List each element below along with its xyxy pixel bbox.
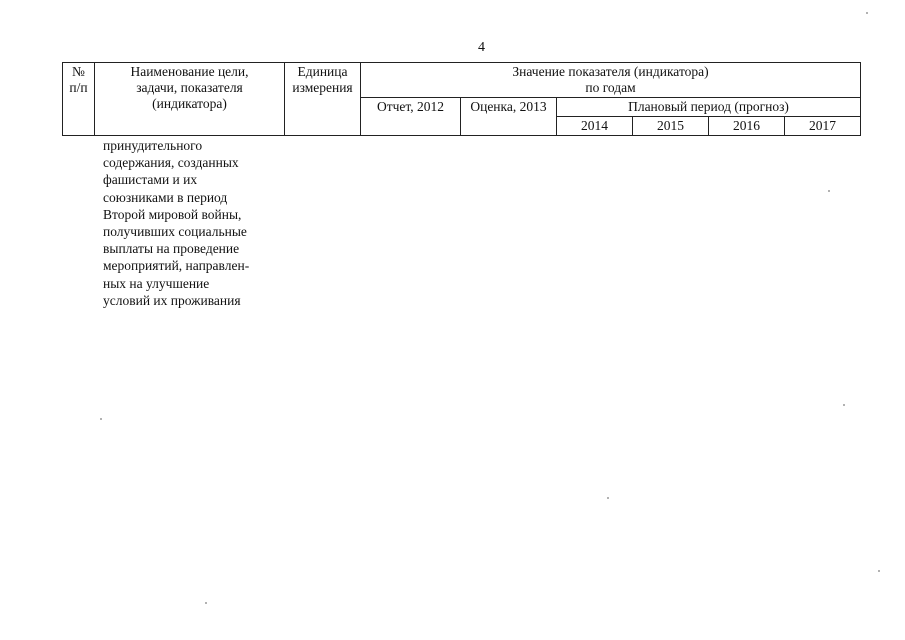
header-year-2014: 2014 (557, 117, 633, 136)
page-number: 4 (478, 40, 485, 55)
indicators-table (62, 62, 861, 136)
header-report-2012: Отчет, 2012 (361, 98, 461, 136)
scan-speck (828, 190, 830, 192)
header-value-by-years: Значение показателя (индикатора) по годам (361, 63, 861, 98)
header-estimate-2013: Оценка, 2013 (461, 98, 557, 136)
header-year-2016: 2016 (709, 117, 785, 136)
scan-speck (100, 418, 102, 420)
indicator-name-continuation: принудительного содержания, созданных фашистами и их союзниками в период Второй мировой войны, получивших социальные выплаты на проведение мероприятий, направлен- ных на улучшение условий их проживания (103, 138, 250, 308)
header-number: № п/п (63, 63, 95, 136)
header-plan-period: Плановый период (прогноз) (557, 98, 861, 117)
header-unit: Единица измерения (285, 63, 361, 136)
scan-speck (205, 602, 207, 604)
header-year-2017: 2017 (785, 117, 861, 136)
header-indicator-name: Наименование цели, задачи, показателя (индикатора) (95, 63, 285, 136)
scan-speck (878, 570, 880, 572)
scan-speck (843, 404, 845, 406)
scan-speck (607, 497, 609, 499)
scan-speck (866, 12, 868, 14)
header-year-2015: 2015 (633, 117, 709, 136)
